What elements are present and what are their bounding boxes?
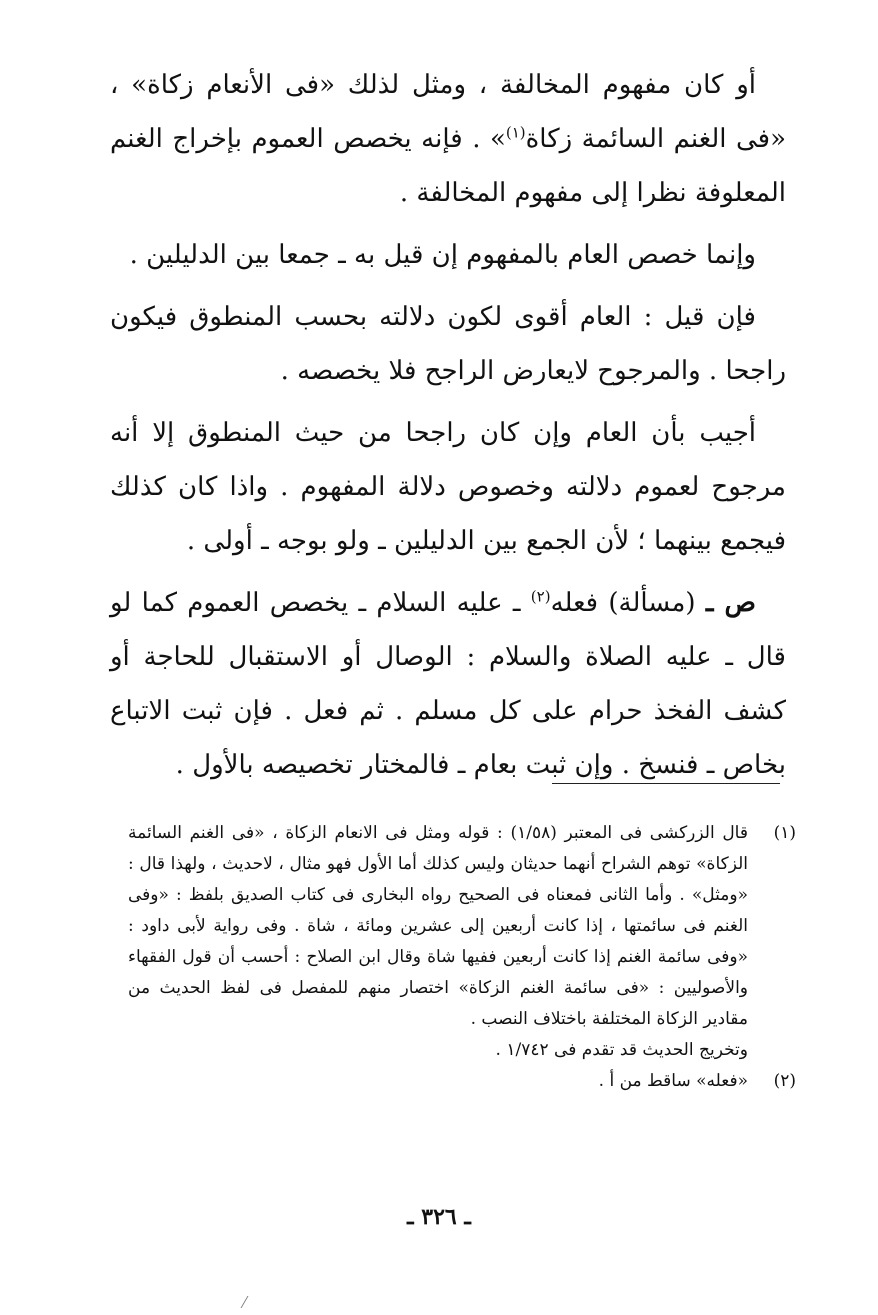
page-number: ـ ٣٢٦ ـ	[407, 1204, 471, 1230]
footnote-2-number: (٢)	[773, 1071, 796, 1091]
footnote-1-number: (١)	[773, 823, 796, 843]
paragraph-2: وإنما خصص العام بالمفهوم إن قيل به ـ جمعا بين الدليلين .	[129, 240, 756, 270]
footnotes	[128, 818, 796, 1097]
main-text	[110, 58, 786, 800]
stray-pen-mark	[231, 1296, 249, 1308]
footnote-ref-2[interactable]: (٢)	[530, 587, 551, 606]
footnote-2-text: «فعله» ساقط من أ .	[598, 1071, 748, 1091]
footnote-1-text: قال الزركشى فى المعتبر (١/٥٨) : قوله ومثل فى الانعام الزكاة ، «فى الغنم السائمة الزكاة» توهم الشراح أنهما حديثان وليس كذلك أما الأول فهو مثال ، لاحديث ، ولهذا قال : «ومثل» . وأما الثانى فمعناه فى الصحيح رواه البخارى فى كتاب الصديق بلفظ : «وفى الغنم فى سائمتها ، إذا كانت أربعين إلى عشرين ومائة ، شاة . وفى رواية لأبى داود : «وفى سائمة الغنم إذا كانت أربعين ففيها شاة وقال ابن الصلاح : أحسب أن قول الفقهاء والأصوليين : «فى سائمة الغنم الزكاة» اختصار منهم للمفصل فى لفظ الحديث من مقادير الزكاة المختلفة باختلاف النصب .	[128, 823, 748, 1029]
paragraph-1-text-b: » . فإنه يخصص العموم بإخراج الغنم المعلوفة نظرا إلى مفهوم المخالفة .	[110, 124, 786, 208]
footnote-divider	[552, 783, 780, 784]
footnote-ref-1[interactable]: (١)	[505, 123, 526, 142]
paragraph-5-text-b: ـ عليه السلام ـ يخصص العموم كما لو قال ـ عليه الصلاة والسلام : الوصال أو الاستقبال للحاجة أو كشف الفخذ حرام على كل مسلم . ثم فعل . فإن ثبت الاتباع بخاص ـ فنسخ . وإن ثبت بعام ـ فالمختار تخصيصه بالأول .	[110, 588, 786, 780]
paragraph-1-text-a: أو كان مفهوم المخالفة ، ومثل لذلك «فى الأنعام زكاة» ، «فى الغنم السائمة زكاة	[110, 70, 786, 154]
paragraph-1	[110, 58, 786, 220]
paragraph-5	[110, 576, 786, 792]
footnote-1	[128, 818, 796, 1035]
footnote-2	[128, 1066, 796, 1097]
footnote-1-continuation: وتخريج الحديث قد تقدم فى ١/٧٤٢ .	[495, 1040, 748, 1060]
paragraph-4: أجيب بأن العام وإن كان راجحا من حيث المنطوق إلا أنه مرجوح لعموم دلالته وخصوص دلالة المفهوم . واذا كان كذلك فيجمع بينهما ؛ لأن الجمع بين الدليلين ـ ولو بوجه ـ أولى .	[110, 418, 786, 556]
section-marker: ص ـ	[705, 588, 756, 618]
paragraph-3: فإن قيل : العام أقوى لكون دلالته بحسب المنطوق فيكون راجحا . والمرجوح لايعارض الراجح فلا يخصصه .	[110, 302, 786, 386]
paragraph-5-text-a: (مسألة) فعله	[550, 588, 706, 618]
